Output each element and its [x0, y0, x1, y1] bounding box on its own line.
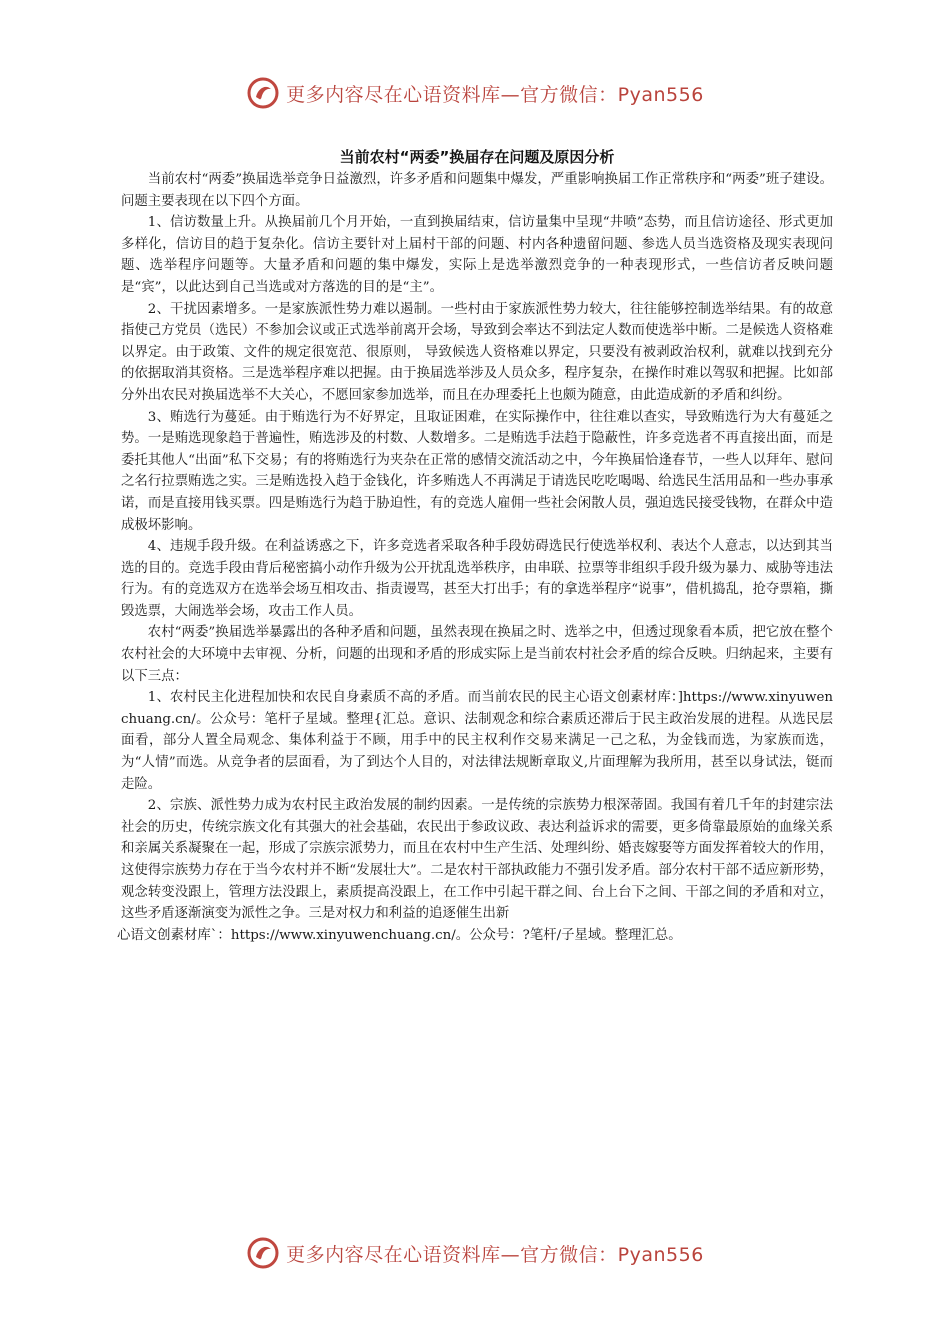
paragraph: 当前农村“两委”换届选举竞争日益激烈，许多矛盾和问题集中爆发，严重影响换届工作正常秩序和“两委”班子建设。问题主要表现在以下四个方面。 [121, 172, 833, 209]
paragraph: 1、农村民主化进程加快和农民自身素质不高的矛盾。而当前农民的民主心语文创素材库：]https://www.xinyuwenchuang.cn/。公众号：笔杆子星域。整理{汇总。意识、法制观念和综合素质还滞后于民主政治发展的进程。从选民层面看，部分人置全局观念、集体利益于不顾，用手中的民主权利作交易来满足一己之私，为金钱而选，为家族而选，为“人情”而选。从竞争者的层面看，为了到达个人目的，对法律法规断章取义,片面理解为我所用，甚至以身试法，铤而走险。 [121, 690, 833, 792]
paragraph: 1、信访数量上升。从换届前几个月开始，一直到换届结束，信访量集中呈现“井喷”态势，而且信访途径、形式更加多样化，信访目的趋于复杂化。信访主要针对上届村干部的问题、村内各种遗留问题、参选人员当选资格及现实表现问题、选举程序问题等。大量矛盾和问题的集中爆发，实际上是选举激烈竞争的一种表现形式，一些信访者反映问题是“宾”，以此达到自己当选或对方落选的目的是“主”。 [121, 215, 833, 295]
watermark-text: 更多内容尽在心语资料库—官方微信：Pyan556 [286, 83, 704, 106]
document-body [117, 147, 833, 946]
paragraph: 4、违规手段升级。在利益诱惑之下，许多竞选者采取各种手段妨碍选民行使选举权利、表达个人意志，以达到其当选的目的。竞选手段由背后秘密搞小动作升级为公开扰乱选举秩序，由串联、拉票等非组织手段升级为暴力、威胁等违法行为。有的竞选双方在选举会场互相攻击、指责谩骂，甚至大打出手；有的拿选举程序“说事”，借机捣乱，抢夺票箱，撕毁选票，大闹选举会场，攻击工作人员。 [121, 539, 833, 619]
paragraph: 2、宗族、派性势力成为农村民主政治发展的制约因素。一是传统的宗族势力根深蒂固。我国有着几千年的封建宗法社会的历史，传统宗族文化有其强大的社会基础，农民出于参政议政、表达利益诉求的需要，更多倚靠最原始的血缘关系和亲属关系凝聚在一起，形成了宗族宗派势力，而且在农村中生产生活、处理纠纷、婚丧嫁娶等方面发挥着较大的作用，这使得宗族势力存在于当今农村并不断“发展壮大”。二是农村干部执政能力不强引发矛盾。部分农村干部不适应新形势，观念转变没跟上，管理方法没跟上，素质提高没跟上，在工作中引起干群之间、台上台下之间、干部之间的矛盾和对立，这些矛盾逐渐演变为派性之争。三是对权力和利益的追逐催生出新 [121, 798, 833, 922]
closing-line: 心语文创素材库`：https://www.xinyuwenchuang.cn/。公众号：?笔杆/子星域。整理汇总。 [117, 927, 682, 943]
document-title: 当前农村“两委”换届存在问题及原因分析 [339, 148, 615, 166]
brand-logo-icon [246, 76, 280, 110]
watermark-text: 更多内容尽在心语资料库—官方微信：Pyan556 [286, 1243, 704, 1266]
paragraph: 农村“两委”换届选举暴露出的各种矛盾和问题，虽然表现在换届之时、选举之中，但透过现象看本质，把它放在整个农村社会的大环境中去审视、分析，问题的出现和矛盾的形成实际上是当前农村社会矛盾的综合反映。归纳起来，主要有以下三点： [121, 625, 833, 684]
brand-logo-icon [246, 1236, 280, 1270]
watermark-banner-top [0, 73, 950, 113]
paragraph: 3、贿选行为蔓延。由于贿选行为不好界定，且取证困难，在实际操作中，往往难以查实，导致贿选行为大有蔓延之势。一是贿选现象趋于普遍性，贿选涉及的村数、人数增多。二是贿选手法趋于隐蔽性，许多竞选者不再直接出面，而是委托其他人“出面”私下交易；有的将贿选行为夹杂在正常的感情交流活动之中，今年换届恰逢春节，一些人以拜年、慰问之名行拉票贿选之实。三是贿选投入趋于金钱化，许多贿选人不再满足于请选民吃吃喝喝、给选民生活用品和一些办事承诺，而是直接用钱买票。四是贿选行为趋于胁迫性，有的竞选人雇佣一些社会闲散人员，强迫选民接受钱物，在群众中造成极坏影响。 [121, 409, 833, 533]
watermark-banner-bottom [0, 1233, 950, 1273]
paragraph: 2、干扰因素增多。一是家族派性势力难以遏制。一些村由于家族派性势力较大，往往能够控制选举结果。有的故意指使己方党员（选民）不参加会议或正式选举前离开会场，导致到会率达不到法定人数而使选举中断。二是候选人资格难以界定。由于政策、文件的规定很宽范、很原则， 导致候选人资格难以界定，只要没有被剥政治权利，就难以找到充分的依据取消其资格。三是选举程序难以把握。由于换届选举涉及人员众多，程序复杂，在操作时难以驾驭和把握。比如部分外出农民对换届选举不大关心，不愿回家参加选举，而且在办理委托上也颇为随意，由此造成新的矛盾和纠纷。 [121, 301, 833, 403]
